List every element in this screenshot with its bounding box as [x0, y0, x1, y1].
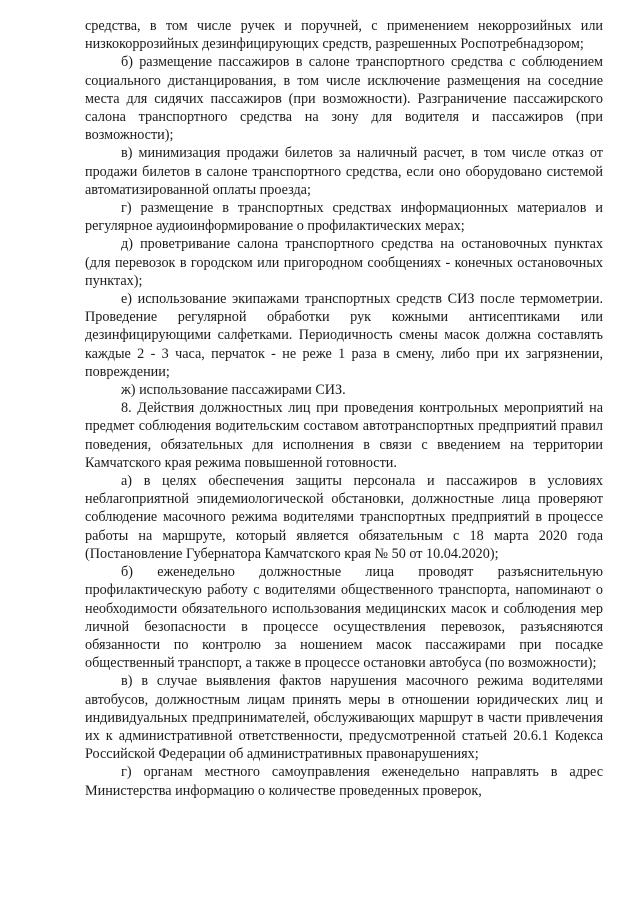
- paragraph-item-g: г) размещение в транспортных средствах информационных материалов и регулярное аудиоинформирование о профилактических мерах;: [85, 200, 603, 235]
- paragraph-item-v: в) минимизация продажи билетов за наличный расчет, в том числе отказ от продажи билетов в салоне транспортного средства, если оно оборудовано системой автоматизированной оплаты проезда;: [85, 145, 603, 198]
- document-page: [85, 17, 603, 800]
- paragraph-section-8-a: а) в целях обеспечения защиты персонала и пассажиров в условиях неблагоприятной эпидемиологической обстановки, должностные лица проверяют соблюдение масочного режима водителями транспортных предприятий в процессе работы на маршруте, который является обязательным с 18 марта 2020 года (Постановление Губернатора Камчатского края № 50 от 10.04.2020);: [85, 473, 603, 562]
- paragraph-section-8: 8. Действия должностных лиц при проведения контрольных мероприятий на предмет соблюдения водительским составом автотранспортных предприятий правил поведения, обязательных для исполнения в связи с введением на территории Камчатского края режима повышенной готовности.: [85, 400, 603, 471]
- paragraph-continuation: средства, в том числе ручек и поручней, с применением некоррозийных или низкокоррозийных дезинфицирующих средств, разрешенных Роспотребнадзором;: [85, 18, 603, 53]
- paragraph-item-zh: ж) использование пассажирами СИЗ.: [121, 382, 346, 399]
- paragraph-section-8-g: г) органам местного самоуправления еженедельно направлять в адрес Министерства информацию о количестве проведенных проверок,: [85, 764, 603, 799]
- paragraph-section-8-v: в) в случае выявления фактов нарушения масочного режима водителями автобусов, должностным лицам принять меры в отношении юридических лиц и индивидуальных предпринимателей, обслуживающих маршрут в части привлечения их к административной ответственности, предусмотренной статьей 20.6.1 Кодекса Российской Федерации об административных правонарушениях;: [85, 673, 603, 763]
- paragraph-item-d: д) проветривание салона транспортного средства на остановочных пунктах (для перевозок в городском или пригородном сообщениях - конечных остановочных пунктах);: [85, 236, 603, 289]
- paragraph-section-8-b: б) еженедельно должностные лица проводят разъяснительную профилактическую работу с водителями общественного транспорта, напоминают о необходимости обязательного использования медицинских масок и соблюдения мер личной безопасности в процессе осуществления перевозок, разъясняются обязанности по контролю за ношением масок пассажирами при посадке общественный транспорт, а также в процессе остановки автобуса (по возможности);: [85, 564, 603, 672]
- paragraph-item-b: б) размещение пассажиров в салоне транспортного средства с соблюдением социального дистанцирования, в том числе исключение размещения на соседние места для сидячих пассажиров (при возможности). Разграничение пассажирского салона транспортного средства на зону для водителя и пассажиров (при возможности);: [85, 54, 603, 144]
- paragraph-item-e: е) использование экипажами транспортных средств СИЗ после термометрии. Проведение регулярной обработки рук кожными антисептиками или дезинфицирующими салфетками. Периодичность смены масок должна составлять каждые 2 - 3 часа, перчаток - не реже 1 раза в смену, либо при их загрязнении, повреждении;: [85, 291, 603, 380]
